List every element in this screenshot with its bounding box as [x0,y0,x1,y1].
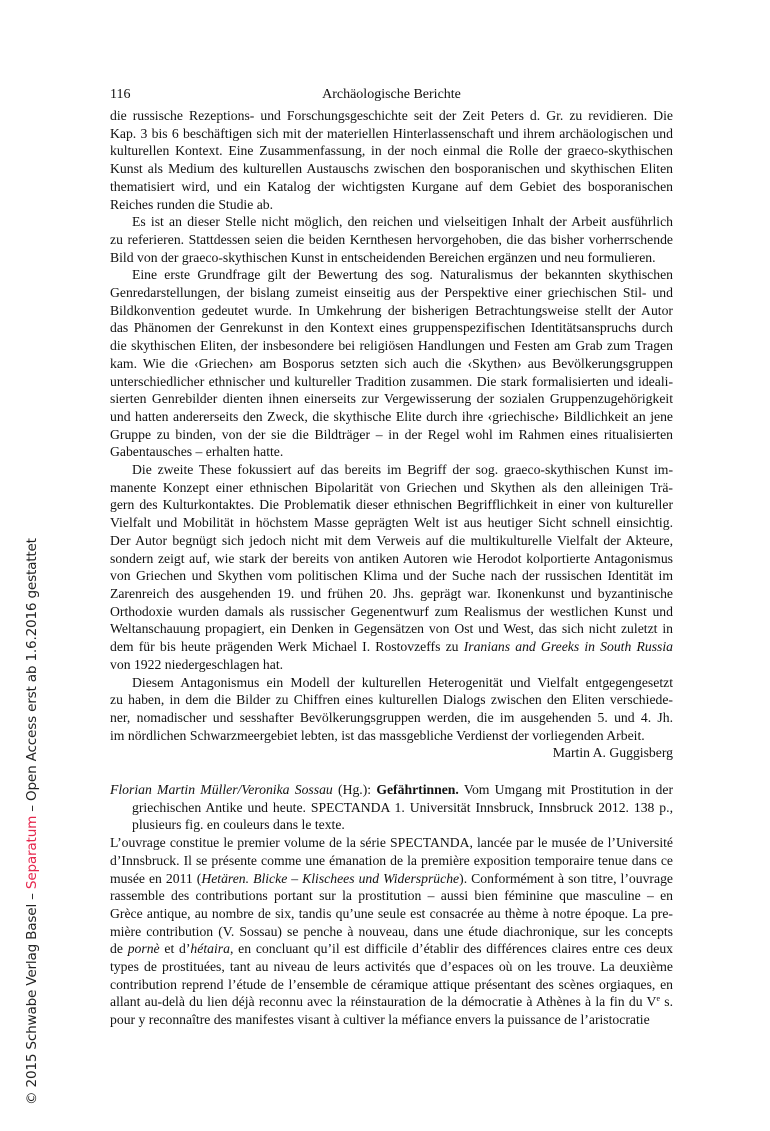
text-line: die russische Rezeptions- und Forschungsgeschichte seit der Zeit Peters d. Gr. zu revidieren. Die [110,108,673,123]
text-line: ner, nomadischer und sesshafter Bevölkerungsgruppen werden, die im ausgehenden 5. und 4. Jh. [110,709,673,725]
text-line: Zarenreich des ausgehenden 19. und frühen 20. Jhs. geprägt war. Ikonenkunst und byzantinische [110,585,673,601]
text-segment: et d’ [159,941,191,957]
text-line: von Griechen und Skythen vom politischen Klima und der Suche nach der russischen Identität im [110,568,673,584]
text-line: Kap. 3 bis 6 beschäftigen sich mit der materiellen Hinterlassenschaft und ihrem archäologischen und [110,125,673,141]
text-line: griechischen Antike und heute. SPECTANDA 1. Universität Innsbruck, Innsbruck 2012. 138 p., [132,799,673,815]
text-line [110,940,673,958]
review-bibliographic-entry [110,781,673,834]
text-line: und hatten andererseits den Zweck, die skythische Elite durch ihre ‹griechische› Bildlichkeit an jene [110,408,673,424]
text-line: sondern zeigt auf, wie stark der bereits von antiken Autoren wie Herodot kolportierte Antagonismus [110,550,673,566]
text-line: kam. Wie die ‹Griechen› am Bosporus setzten sich auch die ‹Skythen› aus Bevölkerungsgruppen [110,355,673,371]
text-line: Kunst als Medium des kulturellen Austauschs zwischen den bosporanischen und skythischen Eliten [110,161,673,177]
text-line: mière contribution (V. Sossau) se penche à nouveau, dans une étude diachronique, sur les concepts [110,923,673,939]
text-line: Der Autor begnügt sich jedoch nicht mit dem Verweis auf die multikulturelle Vielfalt der Akteure, [110,532,673,548]
text-line: Eine erste Grundfrage gilt der Bewertung des sog. Naturalismus der bekannten skythischen [132,267,673,283]
paragraph [110,674,673,745]
side-notice-text: – Open Access erst ab 1.6.2016 gestattet [24,538,40,816]
text-line: im nördlichen Schwarzmeergebiet lebten, ist das massgebliche Verdienst der vorliegenden Arbeit. [110,727,645,743]
text-line: thematisiert wird, und ein Katalog der wichtigsten Kurgane auf dem Gebiet des bosporanischen [110,178,673,194]
text-segment: dem für bis heute prägenden Werk Michael I. Rostovzeffs zu [110,639,464,655]
text-line: sierten Genrebilder dienten ihnen einerseits zur Vergewisserung der sozialen Gruppenzugehörigkeit [110,391,673,407]
separatum-label: Separatum [24,815,40,890]
text-line: das Phänomen der Genrekunst in den Kontext eines gruppenspezifischen Identitätsanspruchs durch [110,320,673,336]
paragraph [110,107,673,213]
text-line [110,993,673,1011]
italic-text: hétaira [190,941,230,957]
text-line: Die zweite These fokussiert auf das bereits im Begriff der sog. graeco-skythischen Kunst im- [132,462,673,478]
section-gap [110,762,673,781]
italic-text: pornè [127,941,160,957]
text-segment: s. [660,994,673,1010]
text-line: Martin A. Guggisberg [552,745,673,761]
text-line: die skythischen Eliten, der insbesondere bei religiösen Handlungen und Festen am Grab zum Tragen [110,338,673,354]
text-line: unterschiedlicher ethnischer und kultureller Tradition zusammen. Die stark formalisierten und ideali- [110,373,673,389]
text-line: Reiches runden die Studie ab. [110,196,274,212]
text-segment: , en concluant qu’il est difficile d’établir des différences claires entre ces deux [229,941,674,957]
text-line: L’ouvrage constitue le premier volume de la série SPECTANDA, lancée par le musée de l’Université [110,835,673,851]
bold-title: Gefährtinnen. [376,782,459,798]
review-author-signature [110,744,673,762]
text-line: Es ist an dieser Stelle nicht möglich, den reichen und vielseitigen Inhalt der Arbeit ausführlich [132,214,673,230]
text-line: d’Innsbruck. Il se présente comme une émanation de la première exposition temporaire tenue dans ce [110,852,673,868]
text-line: zu referieren. Stattdessen seien die beiden Kernthesen hervorgehoben, die das bisher vorherrschende [110,231,673,247]
paragraph [110,266,673,461]
text-line: Orthodoxie wurden damals als russischer Gegenentwurf zum Realismus der westlichen Kunst und [110,603,673,619]
text-line [110,870,673,888]
text-line: Vielfalt und Mobilität in höchstem Masse geprägten Welt ist aus heutiger Sicht schnell einsichtig. [110,515,673,531]
superscript: e [656,994,661,1004]
text-line: gern des Kulturkontaktes. Die Problematik dieser ethnischen Begrifflichkeit in einer von kultureller [110,497,673,513]
text-line: Bild von der graeco-skythischen Kunst in entscheidenden Bereichen ergänzen und neu formulieren. [110,249,656,265]
text-line: types de prostituées, tant au niveau de leurs activités que d’espaces où on les trouve. La deuxième [110,959,673,975]
page-body [110,107,673,1029]
text-line: rassemble des contributions portant sur la prostitution – aussi bien féminine que masculine – en [110,888,673,904]
paragraph [110,461,673,673]
page-number: 116 [110,87,131,102]
text-line: kulturellen Kontext. Eine Zusammenfassung, in der noch einmal die Rolle der graeco-skythischen [110,143,673,159]
text-line: pour y reconnaître des manifestes visant à cultiver la méfiance envers la puissance de l’aristocratie [110,1012,650,1028]
text-line: von 1922 niedergeschlagen hat. [110,656,284,672]
text-line: Grèce antique, au nombre de six, tandis qu’une seule est consacrée au thème à notre époque. La pre- [110,905,673,921]
text-line [110,781,673,799]
text-segment: (Hg.): [332,782,377,798]
text-line: zu haben, in dem die Bilder zu Chiffren eines kulturellen Dialogs zwischen den Eliten verschiede- [110,692,673,708]
text-line: Genredarstellungen, der bislang zumeist einseitig aus der Perspektive einer griechischen Stil- und [110,285,673,301]
text-segment: de [110,941,128,957]
text-line: Gabentausches – erhalten hatte. [110,444,284,460]
paragraph [110,834,673,1029]
text-line: plusieurs fig. en couleurs dans le texte. [132,817,345,833]
text-segment: allant au-delà du lien déjà reconnu avec la réinstauration de la démocratie à Athènes à la fin du V [110,994,657,1010]
text-segment: Vom Umgang mit Prostitution in der [458,782,674,798]
text-segment: ). Conformément à son titre, l’ouvrage [459,870,673,886]
text-line: contribution reprend l’étude de l’ensemble de céramique attique présentant des scènes orgiaques, en [110,976,673,992]
text-line: Bildkonvention gedeutet wurde. In Umkehrung der bisherigen Betrachtungsweise stellt der Autor [110,302,673,318]
side-notice-text: © 2015 Schwabe Verlag Basel – [24,889,40,1105]
paragraph [110,213,673,266]
running-head [110,86,673,104]
text-line [110,638,673,656]
running-title: Archäologische Berichte [322,87,461,102]
italic-text: Florian Martin Müller/Veronika Sossau [110,782,333,798]
italic-text: Hetären. Blicke – Klischees und Widersprüche [201,870,460,886]
text-line: manente Konzept einer ethnischen Bipolarität von Griechen und Skythen als den alleinigen Trä- [110,479,673,495]
italic-text: Iranians and Greeks in South Russia [463,639,673,655]
text-line: Gruppe zu binden, von der sie die Bildträger – in der Regel wohl im Rahmen eines ritualisierten [110,426,673,442]
text-line: Weltanschauung propagiert, ein Denken in Gegensätzen von Ost und West, das sich nicht zuletzt in [110,621,673,637]
copyright-side-notice [24,538,40,1105]
text-line: Diesem Antagonismus ein Modell der kulturellen Heterogenität und Vielfalt entgegengesetzt [132,674,673,690]
text-segment: musée en 2011 ( [110,870,202,886]
